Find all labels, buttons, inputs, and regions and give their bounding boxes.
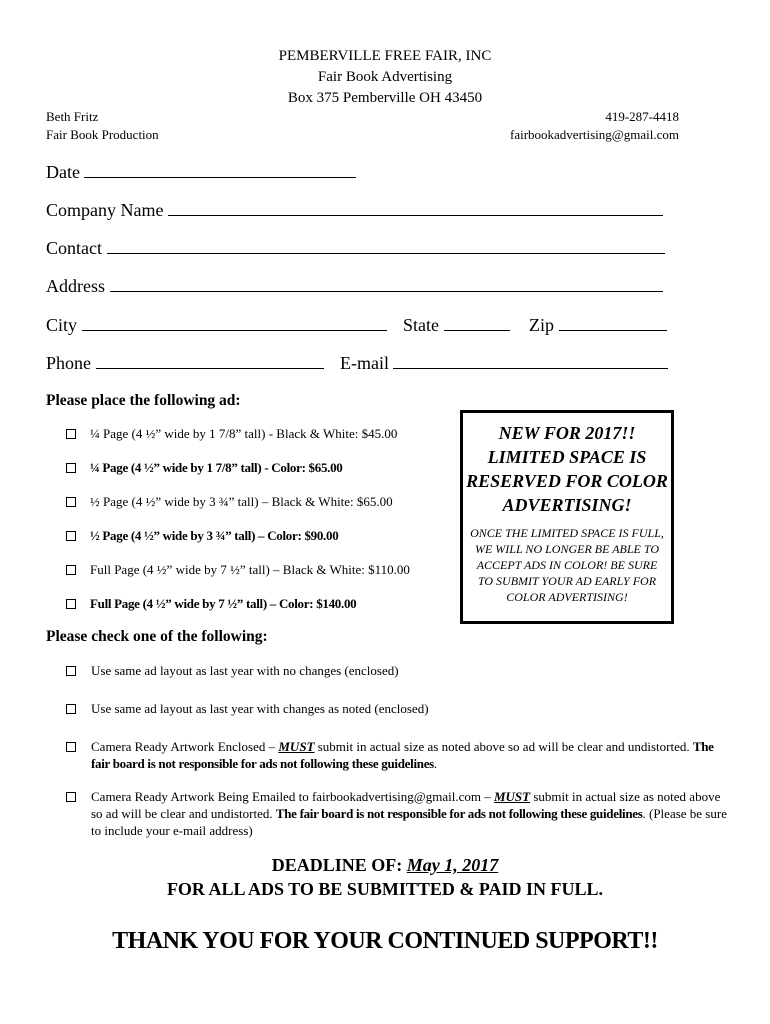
ad-section-heading: Please place the following ad: [46, 392, 241, 409]
checkbox[interactable] [66, 666, 76, 676]
contact-phone: 419-287-4418 [605, 109, 679, 124]
phone-label: Phone [46, 353, 91, 373]
checkbox[interactable] [66, 565, 76, 575]
company-field[interactable] [46, 200, 663, 221]
checkbox[interactable] [66, 531, 76, 541]
checkbox[interactable] [66, 497, 76, 507]
date-line[interactable] [84, 163, 356, 178]
ad-option-label: Full Page (4 ½” wide by 7 ½” tall) – Black & White: $110.00 [90, 562, 410, 577]
disclaimer-text: The fair board is not responsible for ads not following these guidelines [91, 739, 714, 771]
contact-name: Beth Fritz [46, 109, 99, 124]
contact-email: fairbookadvertising@gmail.com [509, 127, 679, 142]
must-emphasis: MUST [493, 789, 531, 804]
ad-option-label: ¼ Page (4 ½” wide by 1 7/8” tall) - Black & White: $45.00 [90, 426, 398, 441]
option-text: . (Please be sure to include your e-mail address) [91, 806, 727, 838]
notice-title: NEW FOR 2017!! LIMITED SPACE IS RESERVED FOR COLOR ADVERTISING! [466, 423, 668, 515]
deadline-line [0, 855, 770, 876]
ad-option-label: ½ Page (4 ½” wide by 3 ¾” tall) – Color: $90.00 [90, 528, 339, 543]
thank-you-message: THANK YOU FOR YOUR CONTINUED SUPPORT!! [112, 928, 658, 954]
org-name: PEMBERVILLE FREE FAIR, INC [278, 48, 492, 64]
checkbox[interactable] [66, 599, 76, 609]
check-option-label [66, 738, 731, 772]
contact-line[interactable] [107, 239, 665, 254]
ad-option-label: ¼ Page (4 ½” wide by 1 7/8” tall) - Color: $65.00 [90, 460, 343, 475]
ad-option-full-color[interactable] [66, 596, 356, 612]
email-line[interactable] [393, 354, 668, 369]
option-text: submit in actual size as noted above so ad will be clear and undistorted. [314, 739, 693, 754]
check-option-artwork-enclosed[interactable] [66, 738, 731, 772]
ad-option-full-bw[interactable] [66, 562, 410, 578]
checkbox[interactable] [66, 463, 76, 473]
zip-line[interactable] [559, 316, 667, 331]
check-section-heading: Please check one of the following: [46, 628, 268, 645]
deadline-note: FOR ALL ADS TO BE SUBMITTED & PAID IN FULL. [166, 879, 604, 899]
checkbox[interactable] [66, 429, 76, 439]
date-field[interactable] [46, 162, 356, 183]
company-label: Company Name [46, 200, 164, 220]
contact-field[interactable] [46, 238, 665, 259]
org-address: Box 375 Pemberville OH 43450 [287, 90, 483, 106]
email-label: E-mail [340, 353, 389, 373]
check-option-label [66, 788, 731, 839]
check-option-label: Use same ad layout as last year with changes as noted (enclosed) [91, 701, 429, 716]
check-option-artwork-emailed[interactable] [66, 788, 731, 839]
contact-role: Fair Book Production [46, 127, 159, 142]
city-line[interactable] [82, 316, 387, 331]
color-notice-box [460, 410, 674, 624]
checkbox[interactable] [66, 704, 76, 714]
date-label: Date [46, 162, 80, 182]
ad-option-label: ½ Page (4 ½” wide by 3 ¾” tall) – Black & White: $65.00 [90, 494, 393, 509]
form-subtitle: Fair Book Advertising [317, 69, 453, 85]
city-label: City [46, 315, 78, 335]
company-line[interactable] [168, 201, 663, 216]
phone-line[interactable] [96, 354, 324, 369]
checkbox[interactable] [66, 792, 76, 802]
ad-option-quarter-color[interactable] [66, 460, 343, 476]
email-field[interactable] [340, 353, 668, 374]
option-text: Camera Ready Artwork Enclosed – [91, 739, 279, 754]
ad-option-label: Full Page (4 ½” wide by 7 ½” tall) – Color: $140.00 [90, 596, 357, 611]
ad-option-half-bw[interactable] [66, 494, 393, 510]
check-option-with-changes[interactable] [66, 700, 731, 717]
notice-body: ONCE THE LIMITED SPACE IS FULL, WE WILL NO LONGER BE ABLE TO ACCEPT ADS IN COLOR! BE SURE TO SUBMIT YOUR AD EARLY FOR COLOR ADVERTISING! [470, 526, 664, 604]
deadline-label: DEADLINE OF: [271, 855, 407, 875]
option-text: submit in actual size as noted above so ad will be clear and undistorted. [91, 789, 721, 821]
check-option-label: Use same ad layout as last year with no changes (enclosed) [91, 663, 399, 678]
checkbox[interactable] [66, 742, 76, 752]
state-line[interactable] [444, 316, 510, 331]
state-label: State [403, 315, 439, 335]
address-line[interactable] [110, 277, 663, 292]
must-emphasis: MUST [278, 739, 315, 754]
address-field[interactable] [46, 276, 663, 297]
address-label: Address [46, 276, 105, 296]
ad-option-quarter-bw[interactable] [66, 426, 397, 442]
state-field[interactable] [403, 315, 510, 336]
check-option-no-changes[interactable] [66, 662, 731, 679]
city-field[interactable] [46, 315, 387, 336]
deadline-date: May 1, 2017 [406, 855, 499, 875]
option-text: . [433, 756, 438, 771]
disclaimer-text: The fair board is not responsible for ads not following these guidelines [275, 806, 643, 821]
contact-label: Contact [46, 238, 102, 258]
option-text: Camera Ready Artwork Being Emailed to fairbookadvertising@gmail.com – [91, 789, 494, 804]
phone-field[interactable] [46, 353, 324, 374]
ad-option-half-color[interactable] [66, 528, 338, 544]
zip-field[interactable] [529, 315, 667, 336]
zip-label: Zip [529, 315, 554, 335]
